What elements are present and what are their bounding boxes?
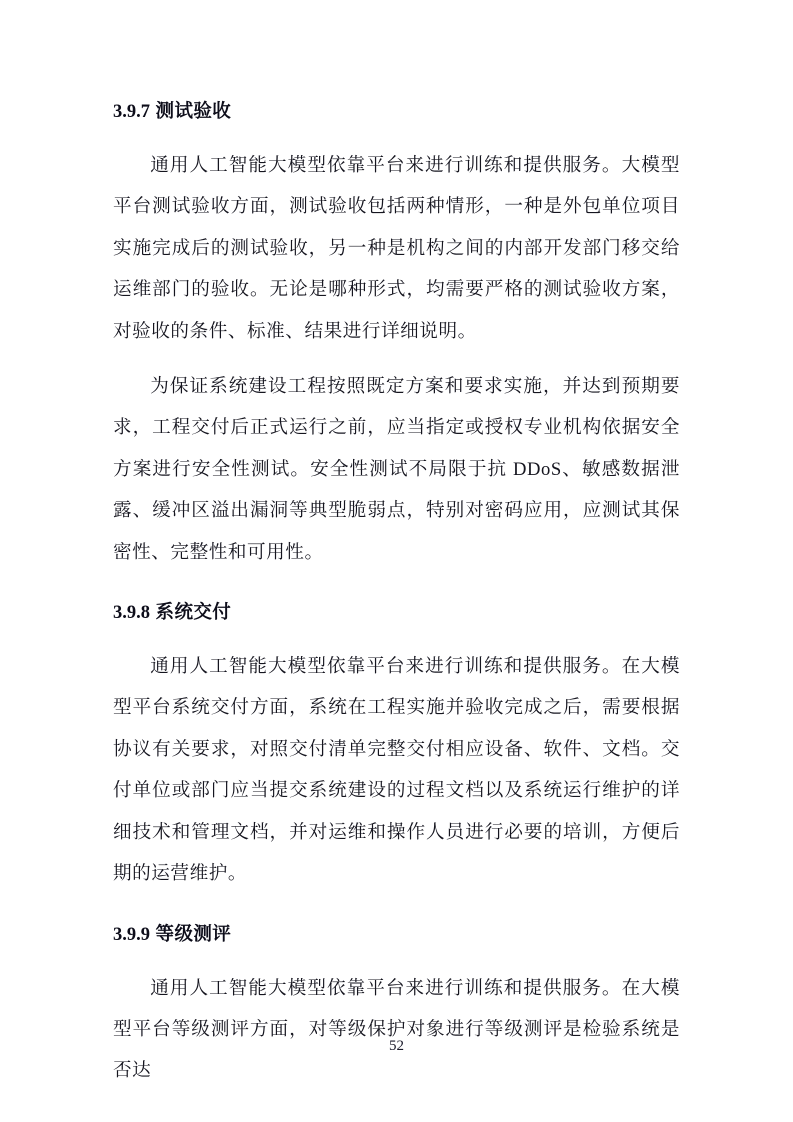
section-heading-3-9-9	[113, 919, 680, 950]
paragraph: 通用人工智能大模型依靠平台来进行训练和提供服务。在大模型平台等级测评方面，对等级保护对象进行等级测评是检验系统是否达	[113, 977, 680, 1082]
section-number: 3.9.9	[113, 924, 150, 945]
page-content	[113, 96, 680, 1092]
spacer	[113, 127, 680, 145]
paragraph: 通用人工智能大模型依靠平台来进行训练和提供服务。大模型平台测试验收方面，测试验收包括两种情形，一种是外包单位项目实施完成后的测试验收，另一种是机构之间的内部开发部门移交给运维部门的验收。无论是哪种形式，均需要严格的测试验收方案，对验收的条件、标准、结果进行详细说明。	[113, 155, 680, 342]
section-heading-3-9-8	[113, 597, 680, 628]
spacer	[113, 573, 680, 597]
section-number: 3.9.8	[113, 603, 150, 624]
page-number: 52	[389, 1038, 404, 1054]
section-title: 测试验收	[155, 100, 232, 121]
section-number: 3.9.7	[113, 102, 150, 122]
spacer	[113, 895, 680, 919]
section-title: 等级测评	[155, 922, 232, 944]
paragraph: 为保证系统建设工程按照既定方案和要求实施，并达到预期要求，工程交付后正式运行之前，应当指定或授权专业机构依据安全方案进行安全性测试。安全性测试不局限于抗 DDoS、敏感数据泄露、缓冲区溢出漏洞等典型脆弱点，特别对密码应用，应测试其保密性、完整性和可用性。	[113, 376, 680, 563]
section-heading-3-9-7	[113, 96, 680, 127]
paragraph: 通用人工智能大模型依靠平台来进行训练和提供服务。在大模型平台系统交付方面，系统在工程实施并验收完成之后，需要根据协议有关要求，对照交付清单完整交付相应设备、软件、文档。交付单位或部门应当提交系统建设的过程文档以及系统运行维护的详细技术和管理文档，并对运维和操作人员进行必要的培训，方便后期的运营维护。	[113, 656, 680, 885]
spacer	[113, 352, 680, 366]
spacer	[113, 950, 680, 968]
spacer	[113, 628, 680, 646]
section-title: 系统交付	[155, 601, 232, 623]
